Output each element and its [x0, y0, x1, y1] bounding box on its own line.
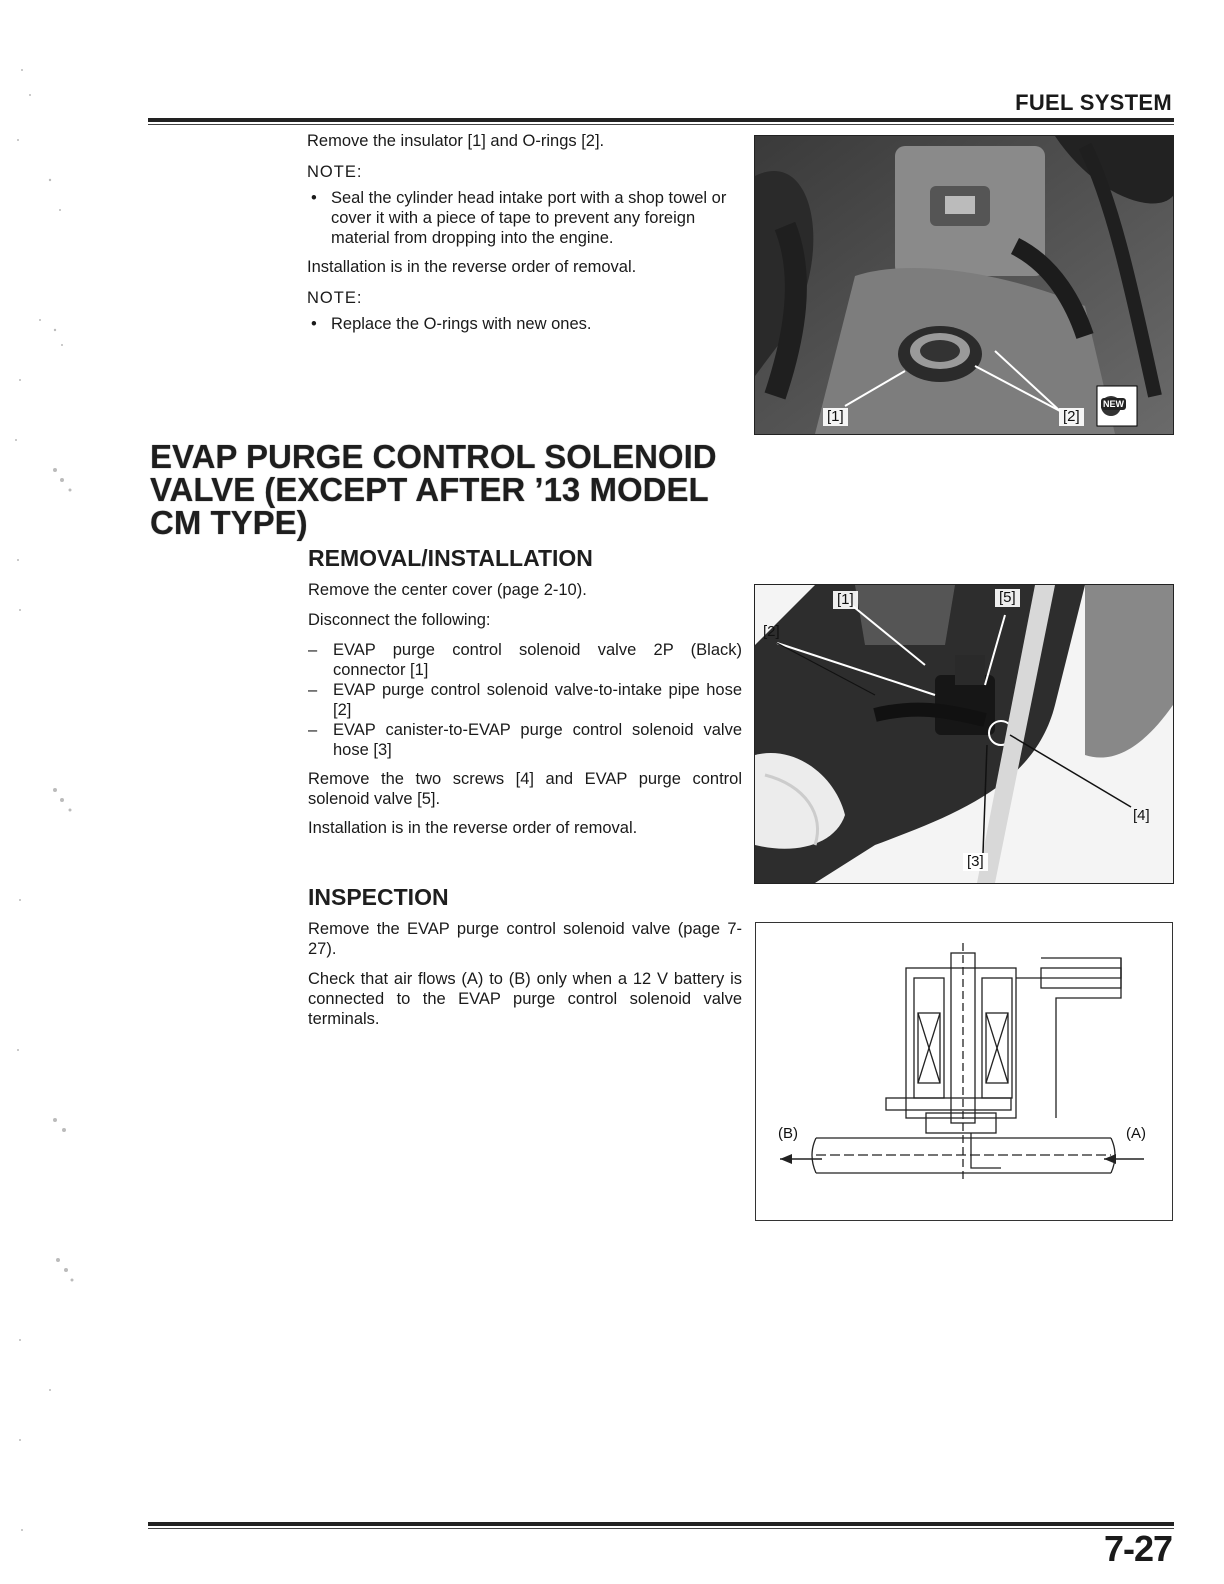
callout-screws: [4] — [1133, 807, 1150, 824]
callout-intake-hose: [2] — [763, 623, 780, 640]
engine-photo-illustration — [755, 136, 1173, 434]
removal-step: Remove the two screws [4] and EVAP purge control solenoid valve [5]. — [308, 770, 742, 808]
new-part-badge: NEW — [1103, 399, 1124, 409]
label-port-a: (A) — [1126, 1125, 1146, 1142]
section-title-line: EVAP PURGE CONTROL SOLENOID — [150, 438, 717, 475]
removal-instructions — [308, 580, 742, 838]
removal-heading: REMOVAL/INSTALLATION — [308, 545, 593, 571]
step-installation: Installation is in the reverse order of removal. — [307, 258, 637, 276]
note-bullet-seal — [307, 188, 743, 248]
footer-rule — [148, 1522, 1174, 1526]
header-rule-thin — [148, 124, 1174, 125]
page-number: 7-27 — [1103, 1528, 1172, 1569]
callout-orings: [2] — [1059, 408, 1084, 426]
intake-port-photo — [754, 135, 1174, 435]
solenoid-airflow-diagram — [755, 922, 1173, 1221]
solenoid-cross-section — [756, 923, 1172, 1220]
note-bullet-text: Seal the cylinder head intake port with a shop towel or cover it with a piece of tape to prevent any foreign material from dropping into the engine. — [331, 189, 727, 247]
dash-mark: – — [308, 641, 318, 659]
label-port-b: (B) — [778, 1125, 798, 1142]
disconnect-item — [308, 720, 742, 760]
note-label: NOTE: — [307, 163, 363, 181]
removal-step: Installation is in the reverse order of removal. — [308, 819, 638, 837]
section-header: FUEL SYSTEM — [1015, 90, 1172, 115]
dash-mark: – — [308, 681, 318, 699]
insulator-instructions — [307, 131, 743, 334]
note-bullet-orings — [307, 314, 743, 334]
disconnect-item-text: EVAP canister-to-EVAP purge control solenoid valve hose [3] — [333, 721, 742, 759]
inspection-instructions — [308, 919, 742, 1029]
removal-step: Remove the center cover (page 2-10). — [308, 581, 587, 599]
note-bullet-text: Replace the O-rings with new ones. — [331, 315, 592, 333]
bullet-mark: • — [311, 189, 317, 207]
dash-mark: – — [308, 721, 318, 739]
callout-canister-hose: [3] — [963, 853, 988, 871]
disconnect-item-text: EVAP purge control solenoid valve 2P (Black) connector [1] — [333, 641, 742, 679]
section-title — [150, 440, 750, 539]
scan-edge-noise — [0, 0, 100, 1584]
disconnect-item — [308, 640, 742, 680]
solenoid-photo-illustration — [755, 585, 1173, 883]
disconnect-item — [308, 680, 742, 720]
callout-insulator: [1] — [823, 408, 848, 426]
inspection-step: Remove the EVAP purge control solenoid valve (page 7-27). — [308, 920, 742, 958]
inspection-heading: INSPECTION — [308, 884, 449, 910]
step-remove-insulator: Remove the insulator [1] and O-rings [2]. — [307, 132, 605, 150]
footer-rule-thin — [148, 1528, 1174, 1529]
callout-solenoid-valve: [5] — [995, 589, 1020, 607]
solenoid-valve-photo — [754, 584, 1174, 884]
header-rule — [148, 118, 1174, 122]
disconnect-item-text: EVAP purge control solenoid valve-to-intake pipe hose [2] — [333, 681, 742, 719]
note-label: NOTE: — [307, 289, 363, 307]
removal-step: Disconnect the following: — [308, 611, 491, 629]
section-title-line: CM TYPE) — [150, 504, 308, 541]
callout-connector: [1] — [833, 591, 858, 609]
bullet-mark: • — [311, 315, 317, 333]
inspection-step: Check that air flows (A) to (B) only when a 12 V battery is connected to the EVAP purge control solenoid valve terminals. — [308, 970, 742, 1028]
section-title-line: VALVE (EXCEPT AFTER ’13 MODEL — [150, 471, 709, 508]
